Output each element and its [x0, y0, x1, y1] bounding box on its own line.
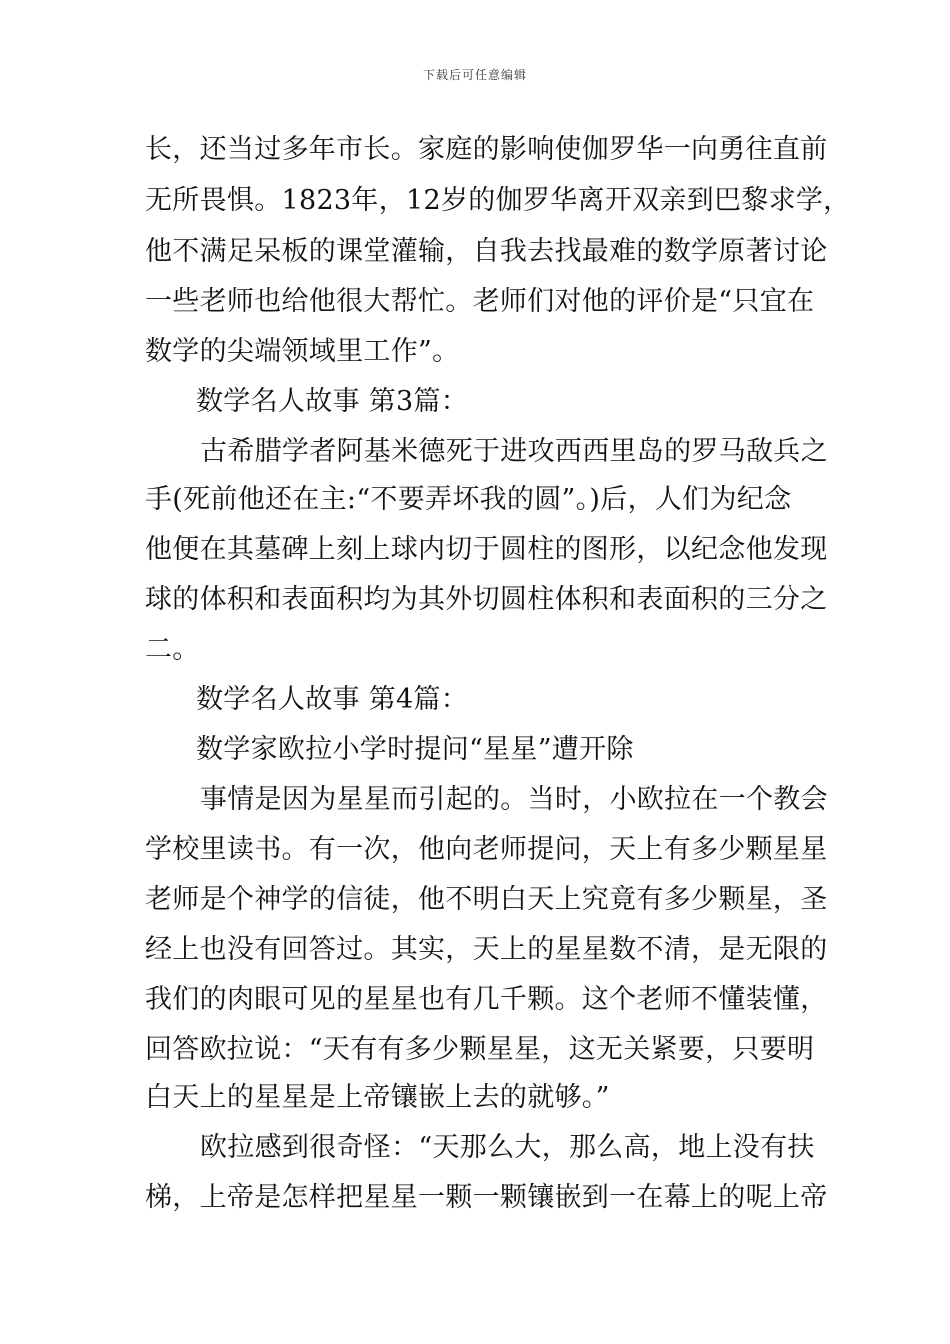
paragraph-line: 长，还当过多年市长。家庭的影响使伽罗华一向勇往直前 [145, 134, 828, 165]
paragraph-line: 一些老师也给他很大帮忙。老师们对他的评价是“只宜在 [145, 286, 815, 317]
paragraph-line: 白天上的星星是上帝镶嵌上去的就够。” [145, 1082, 610, 1113]
paragraph-line: 学校里读书。有一次，他向老师提问，天上有多少颗星星 [145, 834, 828, 865]
paragraph-line: 回答欧拉说：“天有有多少颗星星，这无关紧要，只要明 [145, 1034, 815, 1065]
paragraph-line: 事情是因为星星而引起的。当时，小欧拉在一个教会 [200, 784, 828, 815]
page-header: 下载后可任意编辑 [422, 68, 527, 82]
paragraph-line: 他不满足呆板的课堂灌输，自我去找最难的数学原著讨论 [145, 236, 828, 267]
paragraph-line: 老师是个神学的信徒，他不明白天上究竟有多少颗星，圣 [145, 884, 828, 915]
section-heading: 数学名人故事 第4篇： [196, 684, 469, 715]
section-heading: 数学名人故事 第3篇： [196, 386, 469, 417]
paragraph-line: 古希腊学者阿基米德死于进攻西西里岛的罗马敌兵之 [200, 436, 828, 467]
paragraph-line: 球的体积和表面积均为其外切圆柱体积和表面积的三分之 [145, 584, 828, 615]
paragraph-line: 欧拉感到很奇怪：“天那么大，那么高，地上没有扶 [200, 1132, 815, 1163]
paragraph-line: 无所畏惧。1823年，12岁的伽罗华离开双亲到巴黎求学， [145, 185, 851, 216]
paragraph-line: 经上也没有回答过。其实，天上的星星数不清，是无限的 [145, 934, 828, 965]
paragraph-line: 手(死前他还在主:“不要弄坏我的圆”。)后，人们为纪念 [145, 484, 792, 515]
paragraph-line: 数学的尖端领域里工作”。 [145, 336, 460, 367]
story-title: 数学家欧拉小学时提问“星星”遭开除 [196, 734, 634, 765]
paragraph-line: 二。 [145, 634, 200, 665]
paragraph-line: 他便在其墓碑上刻上球内切于圆柱的图形，以纪念他发现 [145, 534, 828, 565]
paragraph-line: 我们的肉眼可见的星星也有几千颗。这个老师不懂装懂， [145, 984, 828, 1015]
paragraph-line: 梯，上帝是怎样把星星一颗一颗镶嵌到一在幕上的呢上帝 [145, 1182, 828, 1213]
